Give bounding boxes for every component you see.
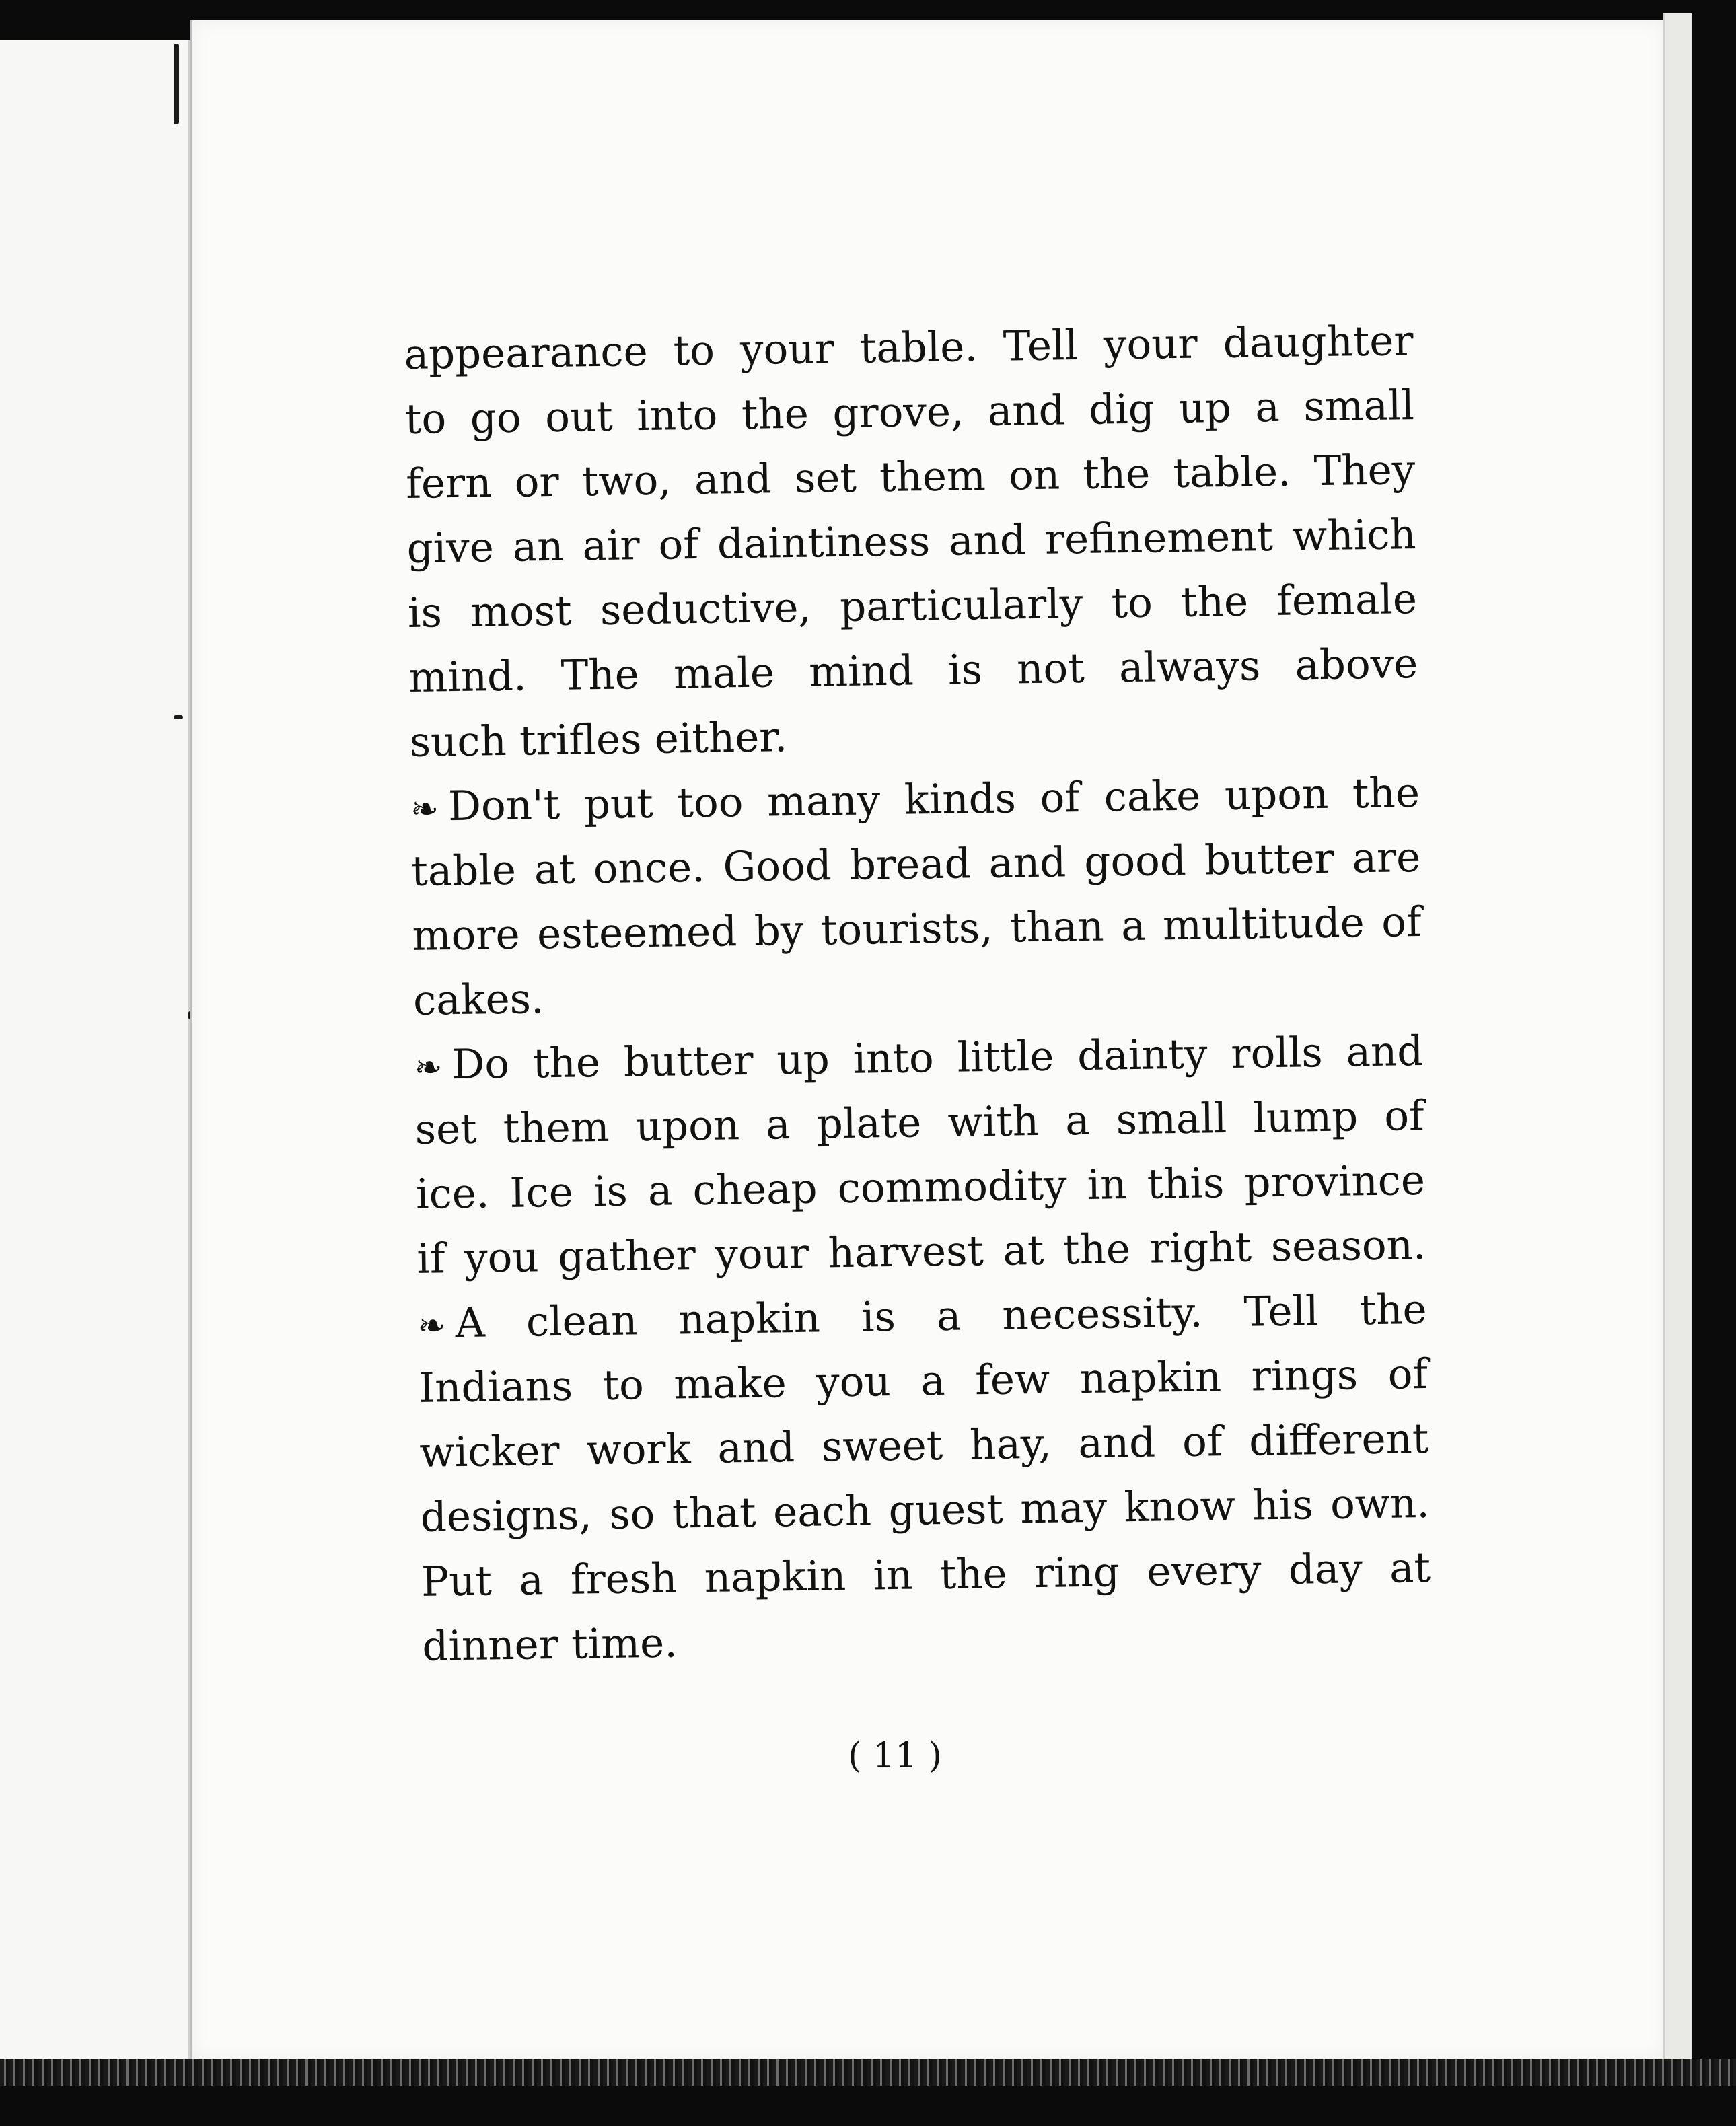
leaf-ornament-icon: ❧ <box>417 1306 447 1346</box>
text-line: wicker work and sweet hay, and of different <box>419 1414 1429 1477</box>
leaf-ornament-icon: ❧ <box>414 1048 443 1087</box>
text-line: Indians to make you a few napkin rings of <box>418 1350 1428 1412</box>
page-number: ( 11 ) <box>848 1736 942 1776</box>
text-line: give an air of daintiness and refinement which <box>406 511 1417 573</box>
text-line: ice. Ice is a cheap commodity in this province <box>415 1156 1426 1218</box>
page-stack-edge <box>1663 13 1692 2065</box>
text-line: is most seductive, particularly to the female <box>407 575 1418 637</box>
text-line: to go out into the grove, and dig up a small <box>404 381 1415 443</box>
margin-mark <box>174 44 179 124</box>
margin-mark <box>174 715 183 719</box>
text-line: fern or two, and set them on the table. They <box>405 446 1416 508</box>
text-line: appearance to your table. Tell your daughter <box>404 317 1414 379</box>
text-line: if you gather your harvest at the right season. <box>416 1220 1426 1283</box>
body-text <box>404 309 1432 1679</box>
text-line: table at once. Good bread and good butter are <box>410 833 1421 895</box>
text-line: Don't put too many kinds of cake upon the <box>447 768 1420 831</box>
bottom-page-edge <box>0 2059 1736 2086</box>
text-line: A clean napkin is a necessity. Tell the <box>455 1285 1428 1348</box>
left-page-edge <box>0 40 190 2072</box>
text-line: Do the butter up into little dainty rolls and <box>451 1027 1424 1089</box>
text-line: designs, so that each guest may know his own. <box>420 1479 1431 1541</box>
text-line: cakes. <box>412 975 544 1025</box>
text-line: more esteemed by tourists, than a multitude of <box>412 897 1422 960</box>
text-line: such trifles either. <box>409 713 788 766</box>
text-line: set them upon a plate with a small lump of <box>414 1091 1425 1154</box>
text-line: Put a fresh napkin in the ring every day at <box>421 1543 1431 1606</box>
text-line: mind. The male mind is not always above <box>408 640 1418 702</box>
leaf-ornament-icon: ❧ <box>410 789 439 829</box>
text-line: dinner time. <box>421 1619 678 1671</box>
